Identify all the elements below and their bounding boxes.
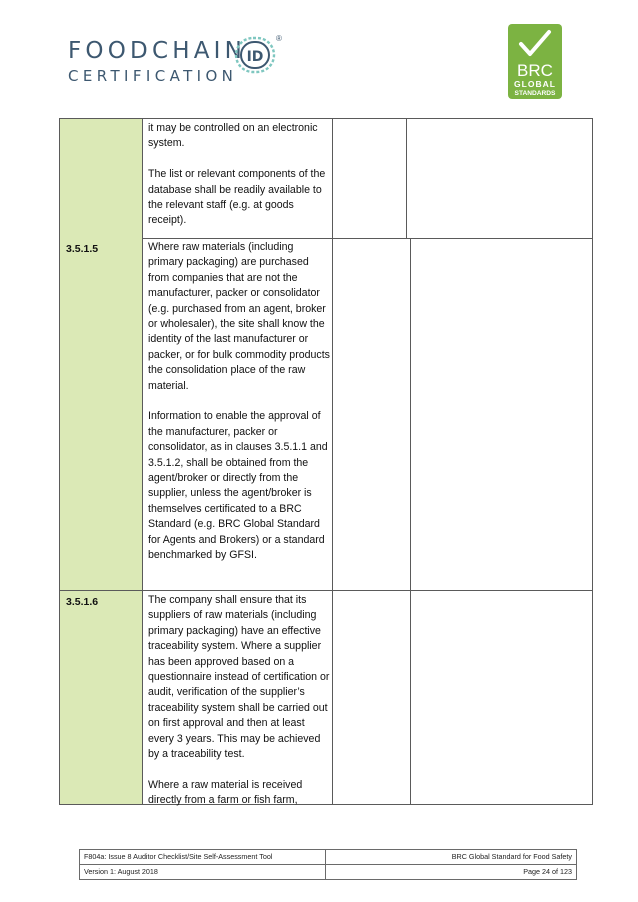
table-row	[59, 591, 593, 805]
footer-standard: BRC Global Standard for Food Safety	[451, 852, 572, 861]
clause-id-cell	[59, 591, 143, 804]
footer-page-number: Page 24 of 123	[523, 867, 572, 876]
logo-certification-text: CERTIFICATION	[68, 67, 238, 85]
logo-foodchain-text: FOODCHAIN	[68, 38, 247, 64]
requirement-cell	[143, 119, 333, 238]
page-footer	[79, 849, 577, 880]
brc-standards-text: STANDARDS	[514, 90, 556, 97]
foodchain-id-logo	[68, 34, 282, 85]
requirement-paragraph: it may be controlled on an electronic system.	[148, 122, 318, 150]
comments-cell[interactable]	[411, 238, 593, 590]
id-badge-icon	[234, 36, 276, 79]
requirement-paragraph: The company shall ensure that its suppliers of raw materials (including primary packaging) have an effective traceability system. Where a supplier has been approved based on a questionnaire instead of certification or audit, verification of the supplier’s traceability system shall be carried out on first approval and then at least every 3 years. This may be achieved by a traceability test.	[148, 594, 330, 761]
footer-row	[79, 864, 577, 880]
comments-cell[interactable]	[407, 119, 593, 238]
table-row	[59, 118, 593, 239]
requirement-paragraph: Where a raw material is received directly from a farm or fish farm,	[148, 778, 303, 807]
conformity-cell[interactable]	[333, 591, 411, 804]
clause-id-cell	[59, 238, 143, 590]
clause-id-cell	[59, 119, 143, 238]
requirement-cell	[143, 591, 333, 807]
footer-doc-title: F804a: Issue 8 Auditor Checklist/Site Self-Assessment Tool	[80, 850, 326, 864]
conformity-cell[interactable]	[333, 238, 411, 590]
brc-global-text: GLOBAL	[514, 79, 556, 89]
clause-id: 3.5.1.6	[66, 596, 99, 608]
comments-cell[interactable]	[411, 591, 593, 804]
table-row	[59, 238, 593, 591]
requirement-paragraph: Information to enable the approval of the manufacturer, packer or consolidator, as in clauses 3.5.1.1 and 3.5.1.2, shall be obtained from the agent/broker or directly from the supplier, unless the agent/broker is themselves certificated to a BRC Standard (e.g. BRC Global Standard for Agents and Brokers) or a standard benchmarked by GFSI.	[148, 410, 328, 562]
logo-id-text: ID	[246, 49, 264, 65]
requirement-paragraph: The list or relevant components of the database shall be readily available to the relevant staff (e.g. at goods receipt).	[148, 168, 326, 227]
brc-global-standards-logo	[508, 24, 562, 99]
requirement-paragraph: Where raw materials (including primary packaging) are purchased from companies that are not the manufacturer, packer or consolidator (e.g. purchased from an agent, broker or wholesaler), the site shall know the identity of the last manufacturer or packer, or for bulk commodity products the consolidation place of the raw material.	[148, 241, 330, 392]
footer-version: Version 1: August 2018	[80, 865, 326, 879]
footer-row	[79, 849, 577, 864]
clause-id: 3.5.1.5	[66, 243, 99, 255]
registered-mark: ®	[276, 34, 282, 43]
requirement-cell	[143, 238, 333, 590]
brc-text: BRC	[517, 61, 553, 80]
conformity-cell[interactable]	[333, 119, 407, 238]
